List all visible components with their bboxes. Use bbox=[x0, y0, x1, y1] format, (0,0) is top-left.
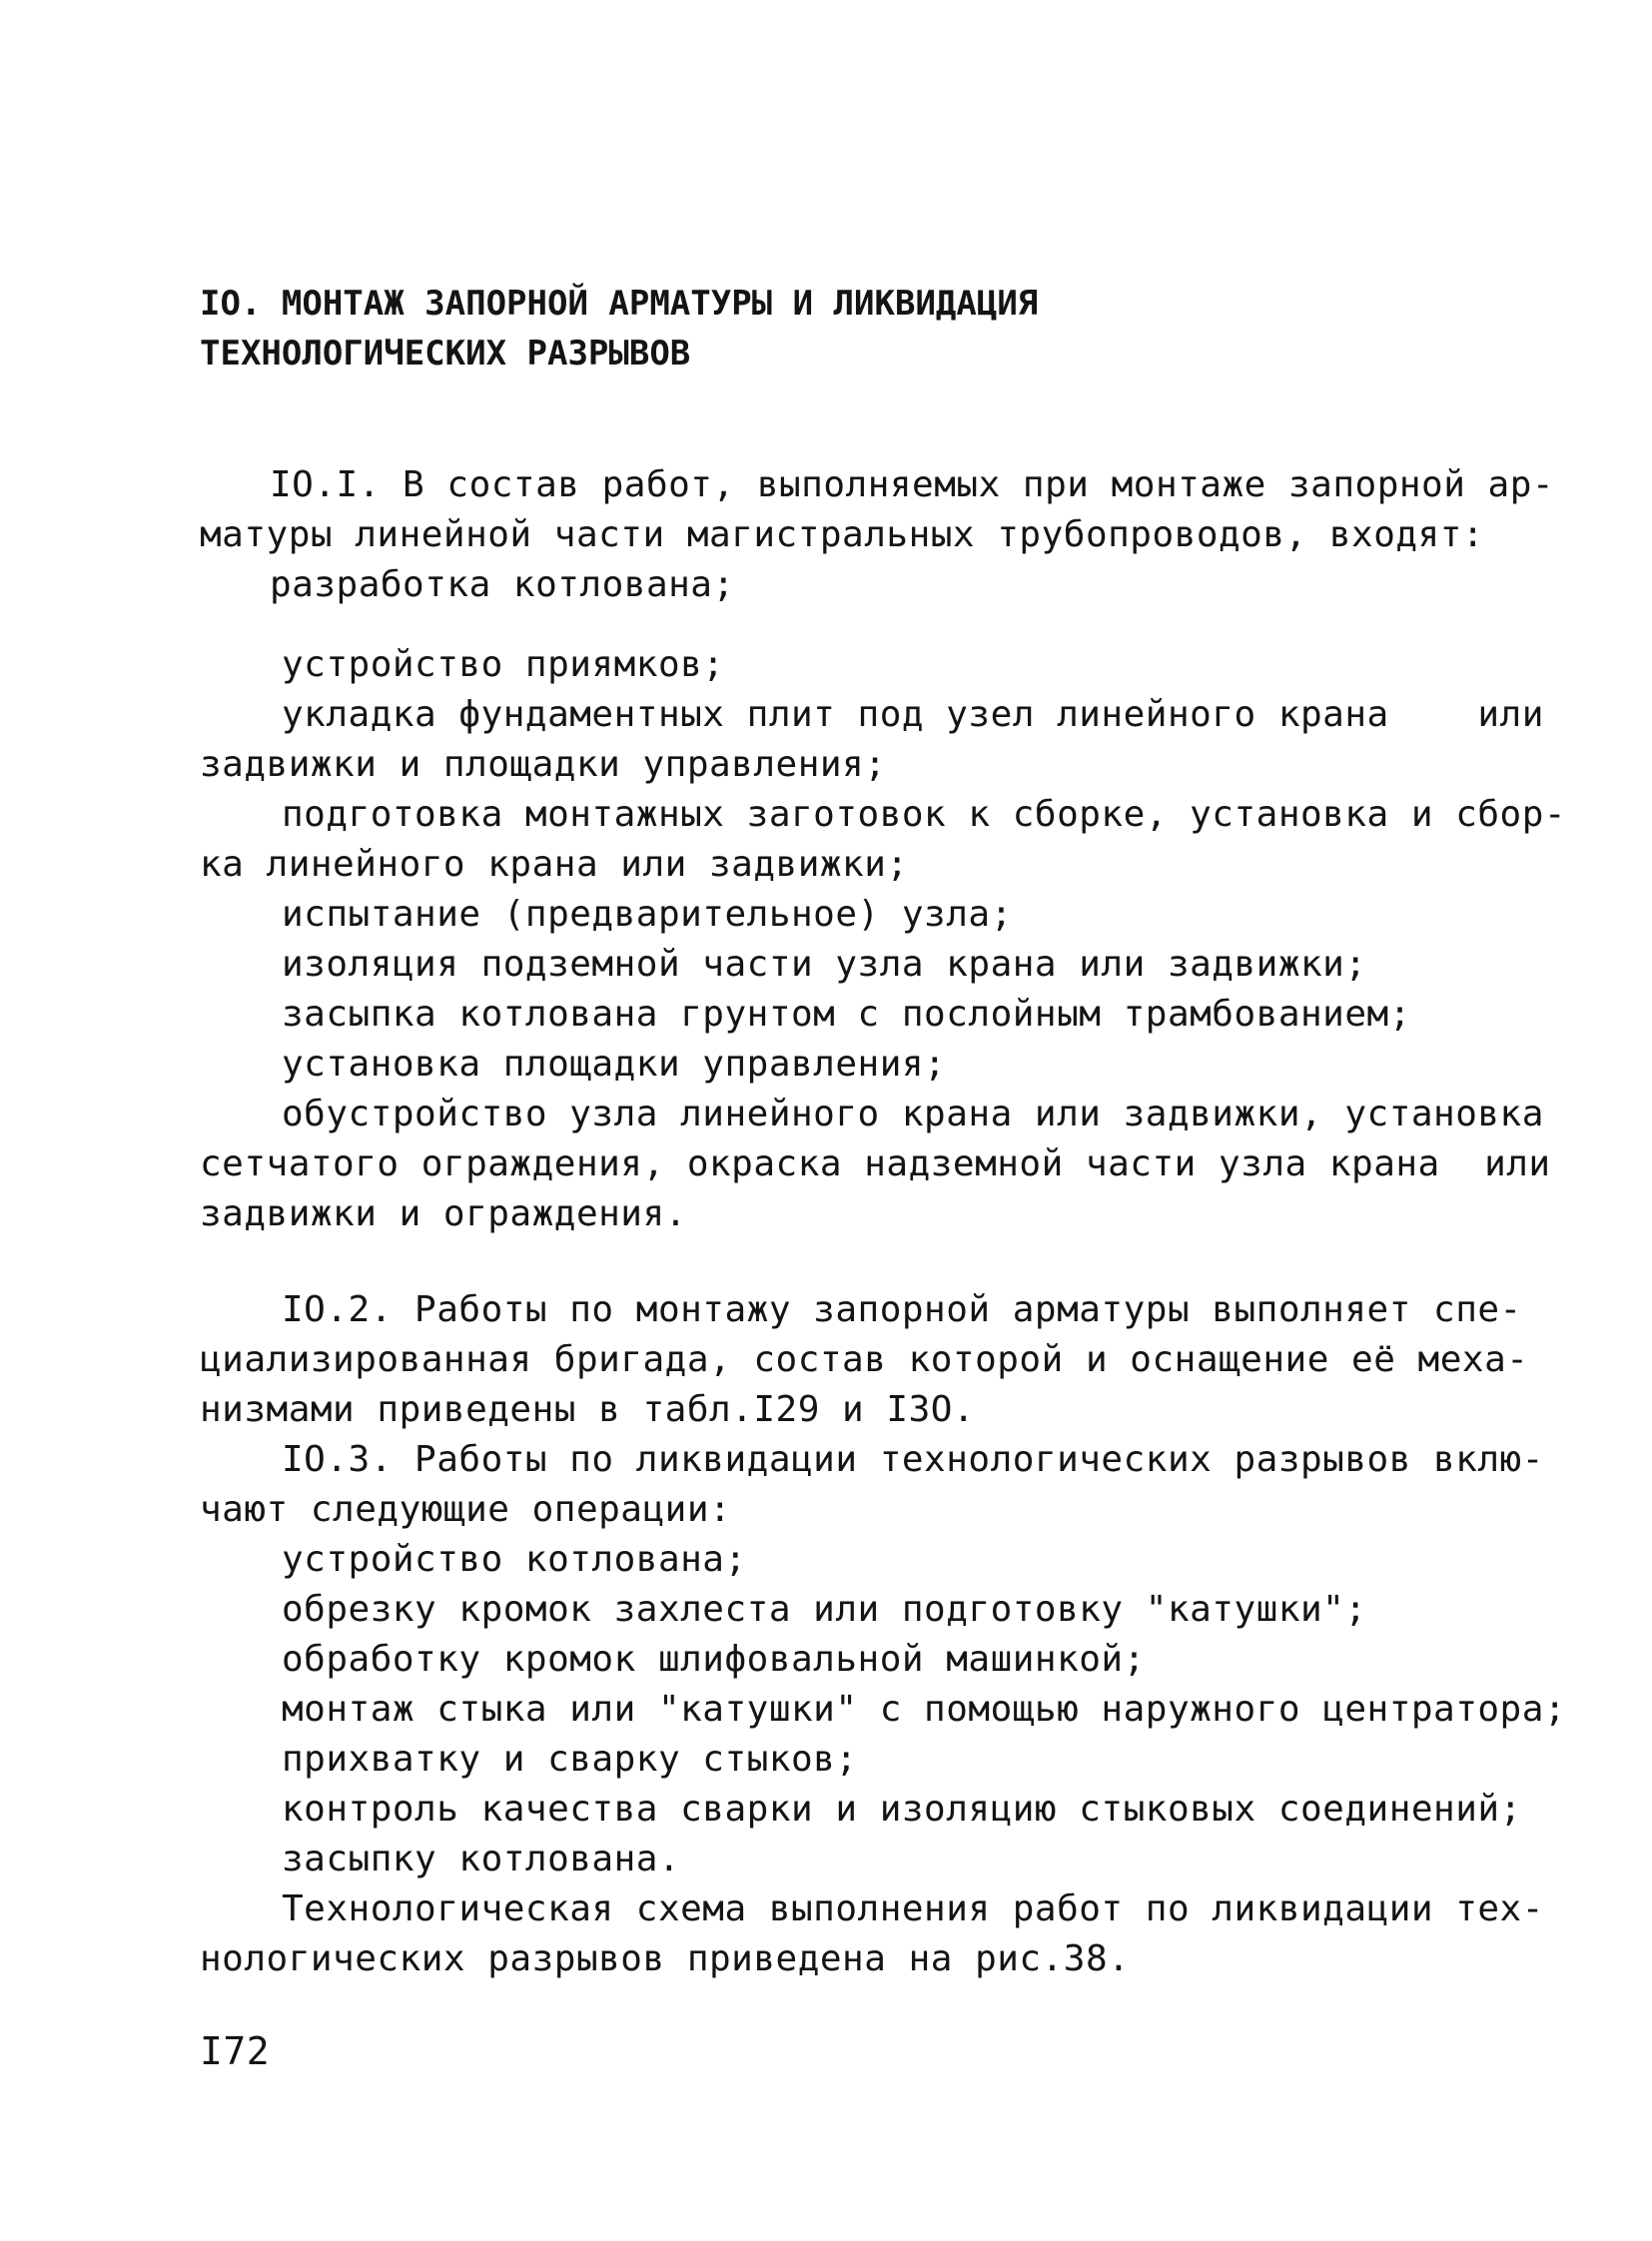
paragraph-10-3-line: Технологическая схема выполнения работ по ликвидации тех- bbox=[282, 1888, 1544, 1929]
paragraph-10-3-line: IO.3. Работы по ликвидации технологических разрывов вклю- bbox=[282, 1439, 1544, 1480]
section-heading-line-1: IO. МОНТАЖ ЗАПОРНОЙ АРМАТУРЫ И ЛИКВИДАЦИЯ bbox=[200, 284, 1039, 324]
paragraph-10-3-line: чают следующие операции: bbox=[200, 1489, 732, 1530]
paragraph-10-1-line: задвижки и площадки управления; bbox=[200, 744, 887, 785]
paragraph-10-1-line: испытание (предварительное) узла; bbox=[282, 894, 1013, 935]
page-number: I72 bbox=[200, 2029, 271, 2073]
paragraph-10-3-line: контроль качества сварки и изоляцию стыковых соединений; bbox=[282, 1789, 1522, 1830]
paragraph-10-3-line: обработку кромок шлифовальной машинкой; bbox=[282, 1639, 1146, 1680]
paragraph-10-1-line: обустройство узла линейного крана или задвижки, установка bbox=[282, 1094, 1544, 1134]
paragraph-10-1-line: подготовка монтажных заготовок к сборке, установка и сбор- bbox=[282, 794, 1567, 835]
paragraph-10-3-line: монтаж стыка или "катушки" с помощью наружного центратора; bbox=[282, 1689, 1567, 1730]
paragraph-10-3-line: устройство котлована; bbox=[282, 1539, 747, 1580]
paragraph-10-1-line: засыпка котлована грунтом с послойным трамбованием; bbox=[282, 994, 1411, 1035]
paragraph-10-1-line: разработка котлована; bbox=[270, 564, 735, 605]
paragraph-10-1-line: ка линейного крана или задвижки; bbox=[200, 844, 909, 885]
paragraph-10-1-line: устройство приямков; bbox=[282, 644, 725, 685]
paragraph-10-1-line: матуры линейной части магистральных трубопроводов, входят: bbox=[200, 514, 1485, 555]
paragraph-10-2-line: циализированная бригада, состав которой и оснащение её меха- bbox=[200, 1339, 1529, 1380]
paragraph-10-1-line: установка площадки управления; bbox=[282, 1044, 947, 1085]
paragraph-10-2-line: IO.2. Работы по монтажу запорной арматуры выполняет спе- bbox=[282, 1289, 1522, 1330]
section-heading-line-2: ТЕХНОЛОГИЧЕСКИХ РАЗРЫВОВ bbox=[200, 334, 691, 374]
paragraph-10-3-line: обрезку кромок захлеста или подготовку "катушки"; bbox=[282, 1589, 1367, 1630]
paragraph-10-1-line: укладка фундаментных плит под узел линейного крана или bbox=[282, 694, 1544, 735]
paragraph-10-1-line: задвижки и ограждения. bbox=[200, 1193, 687, 1234]
paragraph-10-3-line: засыпку котлована. bbox=[282, 1839, 681, 1879]
paragraph-10-2-line: низмами приведены в табл.I29 и I3O. bbox=[200, 1389, 976, 1430]
paragraph-10-1-line: сетчатого ограждения, окраска надземной части узла крана или bbox=[200, 1143, 1551, 1184]
paragraph-10-1-line: IO.I. В состав работ, выполняемых при монтаже запорной ар- bbox=[270, 464, 1555, 505]
paragraph-10-3-line: нологических разрывов приведена на рис.38. bbox=[200, 1938, 1131, 1979]
paragraph-10-1-line: изоляция подземной части узла крана или задвижки; bbox=[282, 944, 1367, 985]
paragraph-10-3-line: прихватку и сварку стыков; bbox=[282, 1739, 858, 1780]
